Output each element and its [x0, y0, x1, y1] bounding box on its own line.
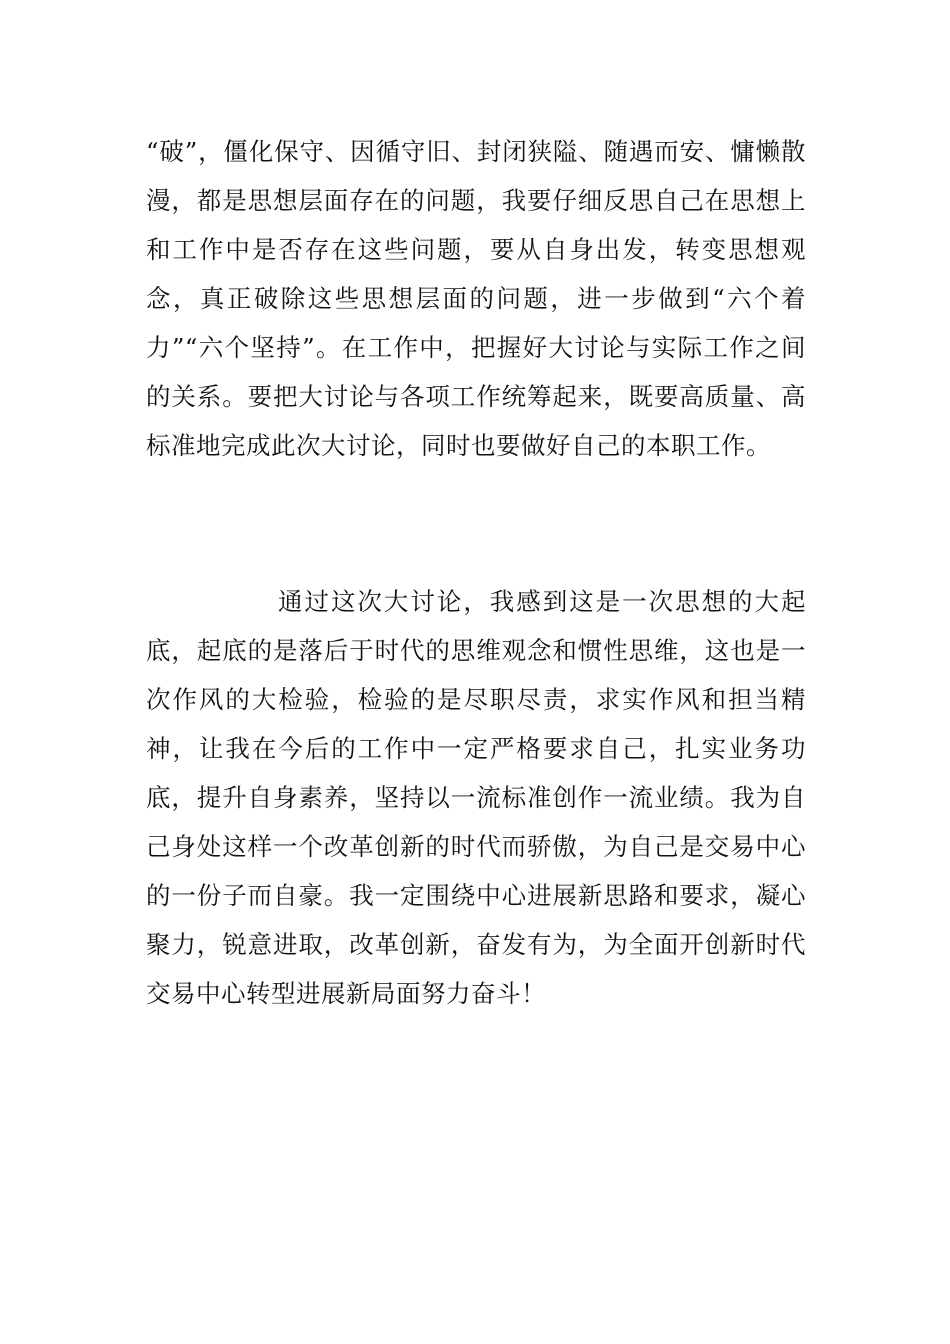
body-paragraph-1: “破”，僵化保守、因循守旧、封闭狭隘、随遇而安、慵懒散漫，都是思想层面存在的问题，我要仔细反思自己在思想上和工作中是否存在这些问题，要从自身出发，转变思想观念，真正破除这些思想层面的问题，进一步做到“六个着力”“六个坚持”。在工作中，把握好大讨论与实际工作之间的关系。要把大讨论与各项工作统筹起来，既要高质量、高标准地完成此次大讨论，同时也要做好自己的本职工作。: [146, 137, 806, 460]
body-paragraph-2: 通过这次大讨论，我感到这是一次思想的大起底，起底的是落后于时代的思维观念和惯性思维，这也是一次作风的大检验，检验的是尽职尽责，求实作风和担当精神，让我在今后的工作中一定严格要求自己，扎实业务功底，提升自身素养，坚持以一流标准创作一流业绩。我为自己身处这样一个改革创新的时代而骄傲，为自己是交易中心的一份子而自豪。我一定围绕中心进展新思路和要求，凝心聚力，锐意进取，改革创新，奋发有为，为全面开创新时代交易中心转型进展新局面努力奋斗！: [146, 587, 806, 1008]
